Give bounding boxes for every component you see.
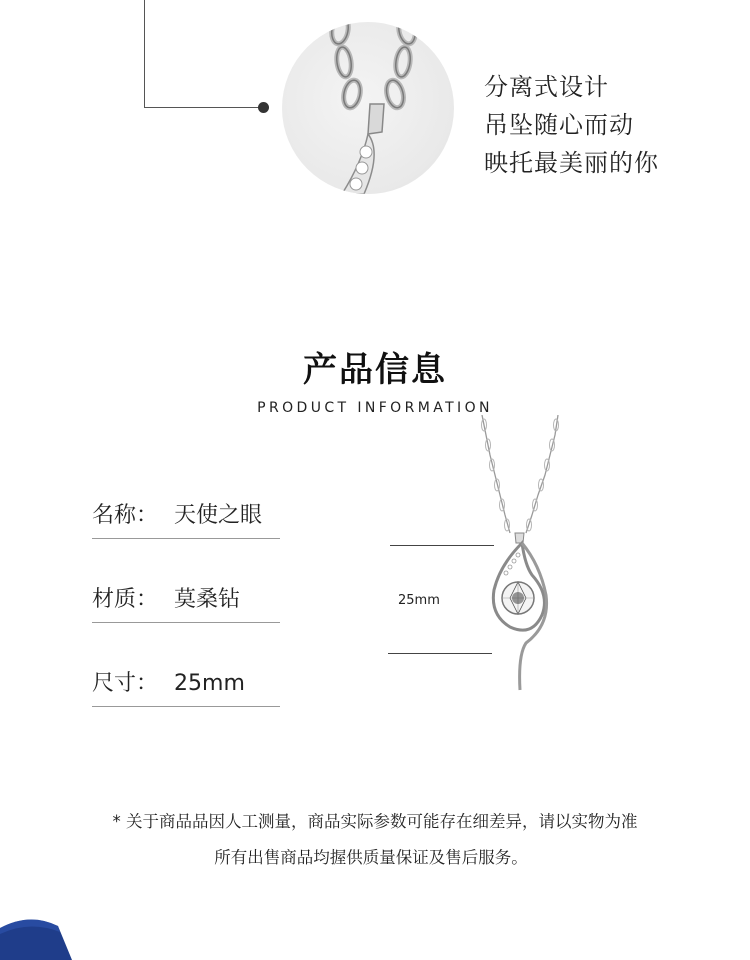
spec-value: 天使之眼	[174, 503, 263, 528]
product-info-title: 产品信息	[303, 350, 447, 390]
corner-decoration	[0, 918, 80, 960]
spec-divider	[92, 706, 280, 707]
spec-divider	[92, 538, 280, 539]
spec-divider	[92, 622, 280, 623]
spec-label: 名称：	[92, 503, 159, 528]
spec-label: 尺寸：	[92, 671, 159, 696]
spec-label: 材质：	[92, 587, 159, 612]
spec-row-material	[92, 582, 280, 618]
spec-row-name	[92, 498, 280, 534]
disclaimer-line-1: * 关于商品品因人工测量，商品实际参数可能存在细差异，请以实物为准	[112, 812, 638, 831]
pendant-image	[470, 415, 580, 695]
callout-dot	[258, 102, 269, 113]
pendant-detail-zoom	[282, 22, 454, 194]
callout-line-horizontal	[144, 107, 262, 108]
callout-line-vertical	[144, 0, 145, 108]
feature-line: 映托最美丽的你	[484, 149, 659, 177]
spec-row-size	[92, 666, 280, 702]
product-info-subtitle: PRODUCT INFORMATION	[257, 400, 493, 416]
feature-line: 吊坠随心而动	[484, 111, 634, 139]
disclaimer-line-2: 所有出售商品均握供质量保证及售后服务。	[214, 848, 528, 867]
spec-value: 25mm	[174, 671, 245, 696]
dimension-label: 25mm	[398, 593, 440, 608]
feature-description	[484, 68, 659, 182]
feature-line: 分离式设计	[484, 73, 609, 101]
spec-value: 莫桑钻	[174, 587, 241, 612]
chain-detail-image	[282, 22, 454, 194]
